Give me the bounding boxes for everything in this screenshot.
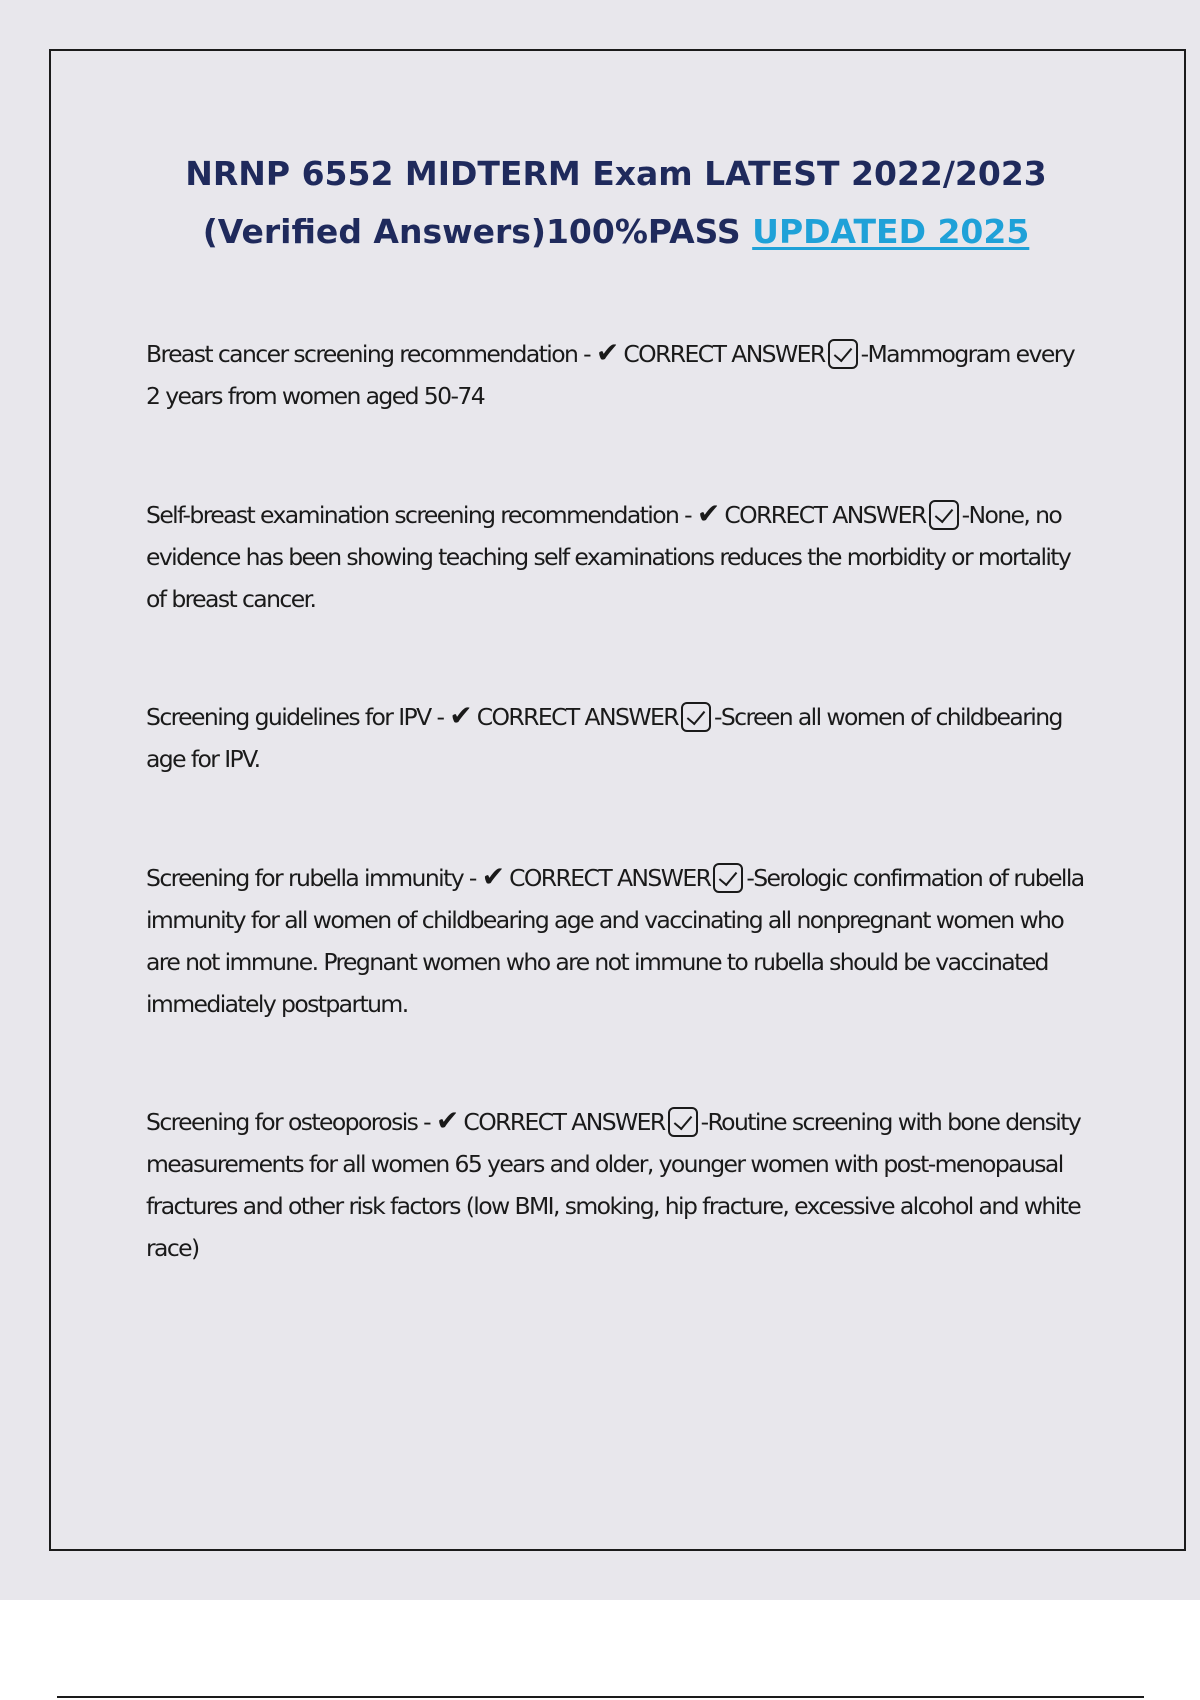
checkmark-icon: ✔: [696, 497, 721, 530]
document-frame: [49, 49, 1186, 1551]
question-text: Screening guidelines for IPV -: [146, 703, 444, 731]
checkbox-checked-icon: [929, 500, 959, 530]
document-title: [100, 145, 1132, 261]
checkbox-checked-icon: [668, 1107, 698, 1137]
qa-item: [146, 332, 1091, 417]
correct-answer-label: CORRECT ANSWER: [623, 340, 825, 368]
question-text: Breast cancer screening recommendation -: [146, 340, 591, 368]
checkmark-icon: ✔: [595, 336, 620, 369]
title-line-1: NRNP 6552 MIDTERM Exam LATEST 2022/2023: [185, 154, 1047, 193]
question-text: Self-breast examination screening recommendation -: [146, 501, 692, 529]
qa-item: [146, 1100, 1091, 1269]
checkmark-icon: ✔: [481, 860, 506, 893]
title-line-2-text: (Verified Answers)100%PASS: [202, 212, 741, 251]
correct-answer-label: CORRECT ANSWER: [476, 703, 678, 731]
checkmark-icon: ✔: [449, 699, 473, 732]
qa-item: [146, 856, 1091, 1025]
checkmark-icon: ✔: [435, 1104, 460, 1137]
checkbox-checked-icon: [828, 339, 858, 369]
correct-answer-label: CORRECT ANSWER: [463, 1108, 665, 1136]
answer-text: -Mammogram every 2 years from women aged 50-74: [146, 340, 1075, 410]
question-text: Screening for osteoporosis -: [146, 1108, 431, 1136]
answer-text: -Screen all women of childbearing age for IPV.: [146, 703, 1062, 773]
footer-divider: [57, 1696, 1144, 1698]
answer-text: -Serologic confirmation of rubella immunity for all women of childbearing age and vaccinating all nonpregnant women who are not immune. Pregnant women who are not immune to rubella should be vaccinated immediately postpartum.: [146, 864, 1084, 1018]
updated-link[interactable]: UPDATED 2025: [752, 212, 1030, 251]
qa-item: [146, 493, 1091, 620]
correct-answer-label: CORRECT ANSWER: [724, 501, 926, 529]
title-line-2: [100, 203, 1132, 261]
question-text: Screening for rubella immunity -: [146, 864, 476, 892]
checkbox-checked-icon: [681, 702, 711, 732]
correct-answer-label: CORRECT ANSWER: [509, 864, 711, 892]
answer-text: -Routine screening with bone density measurements for all women 65 years and older, younger women with post-menopausal fractures and other risk factors (low BMI, smoking, hip fracture, excessive alcohol and white race): [146, 1108, 1081, 1262]
qa-item: [146, 695, 1091, 780]
answer-text: -None, no evidence has been showing teaching self examinations reduces the morbidity or mortality of breast cancer.: [146, 501, 1071, 613]
checkbox-checked-icon: [713, 863, 743, 893]
